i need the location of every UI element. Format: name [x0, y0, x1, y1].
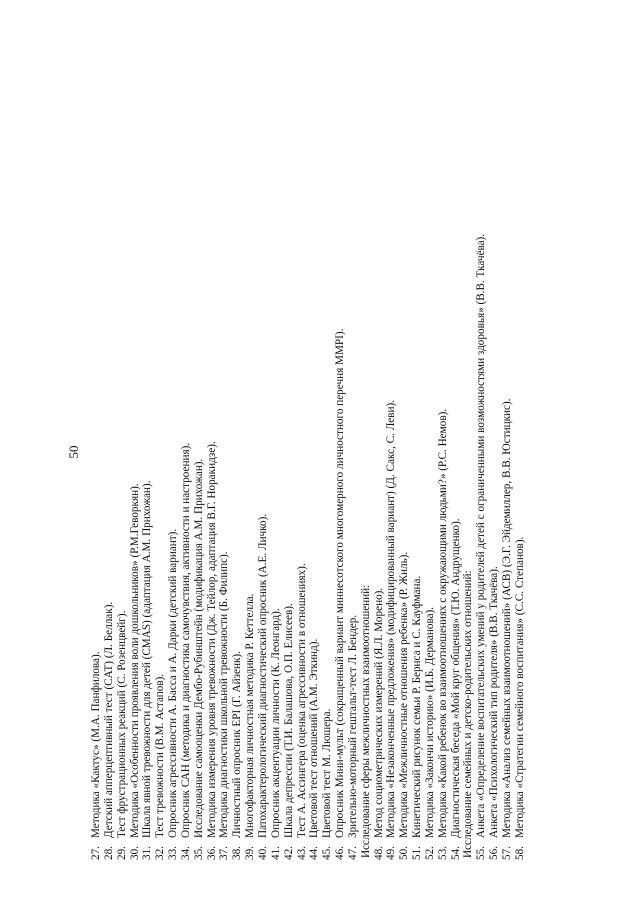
item-number: 44.	[308, 846, 321, 860]
item-text: Личностный опросник EPI (Г. Айзенк).	[231, 651, 244, 838]
item-number: 47.	[346, 846, 359, 860]
item-text: Диагностическая беседа «Мой круг общения» (Т.Ю. Андрущенко).	[449, 518, 462, 838]
list-item	[334, 30, 347, 860]
item-text: Шкала депрессии (Т.И. Балашова, О.П. Елисеев).	[282, 603, 295, 838]
item-number: 57.	[501, 846, 513, 860]
list-item	[373, 30, 386, 860]
item-text: Исследование самооценки Дембо-Рубинштейн (модификация А.М. Прихожан).	[192, 458, 205, 838]
list-item	[501, 30, 514, 860]
list-item	[514, 30, 527, 860]
list-item	[103, 30, 116, 860]
list-item	[257, 30, 270, 860]
list-item	[90, 30, 103, 860]
list-item	[270, 30, 283, 860]
item-number: 39.	[244, 846, 257, 860]
item-number: 27.	[90, 846, 102, 860]
list-item	[141, 30, 154, 860]
item-number: 38.	[231, 846, 244, 860]
item-text: Методика «Закончи историю» (И.Б. Дерманова).	[423, 606, 436, 838]
item-text: Тест тревожности (В.М. Астапов).	[154, 673, 167, 838]
list-item	[475, 30, 488, 860]
item-text: Цветовой тест М. Люшера.	[321, 708, 334, 838]
item-text: Детский апперцептивный тест (CAT) (Л. Беллак).	[102, 601, 115, 838]
item-text: Опросник САН (методика и диагностика самочувствия, активности и настроения).	[179, 442, 192, 838]
list-item	[450, 30, 463, 860]
item-text: Метод социометрических измерений (Я.Л. Морено).	[372, 587, 385, 838]
item-number: 41.	[269, 846, 282, 860]
item-number: 49.	[385, 846, 398, 860]
item-number: 46.	[334, 846, 347, 860]
item-number: 32.	[154, 846, 167, 860]
item-text: Опросник агрессивности А. Басса и А. Дарки (детский вариант).	[167, 528, 180, 838]
item-text: Методика «Особенности проявления воли дошкольников» (Р.М.Геворкян).	[128, 483, 141, 838]
list-item	[424, 30, 437, 860]
item-text: Методика «Кактус» (М.А. Панфилова).	[90, 651, 102, 838]
item-number: 33.	[167, 846, 180, 860]
item-text: Патохарактерологический диагностический опросник (А.Е. Личко).	[256, 513, 269, 838]
page-number: 50	[66, 445, 81, 459]
item-text: Методика диагностики школьной тревожности (Б. Филипс).	[218, 551, 231, 838]
list-item	[244, 30, 257, 860]
list-item	[385, 30, 398, 860]
item-text: Методика «Незаконченные предложения» (модифицированный вариант) (Д. Сакс, С. Леви).	[385, 400, 398, 838]
list-item	[488, 30, 501, 860]
item-number: 37.	[218, 846, 231, 860]
item-text: Тест фрустрационных реакций (С. Розенцвейг).	[115, 610, 128, 838]
item-number: 50.	[398, 846, 411, 860]
item-text: Опросник акцентуации личности (К. Леонгард).	[269, 608, 282, 838]
item-text: Зрительно-моторный гештальт-тест Л. Бендер.	[346, 614, 359, 838]
item-number: 30.	[128, 846, 141, 860]
list-item	[129, 30, 142, 860]
item-text: Тест А. Ассингера (оценка агрессивности в отношениях).	[295, 563, 308, 838]
list-item	[437, 30, 450, 860]
list-item	[154, 30, 167, 860]
list-item	[231, 30, 244, 860]
item-text: Методика «Межличностные отношения ребенка» (Р. Жиль).	[398, 551, 411, 838]
item-text: Методика измерения уровня тревожности (Дж. Тейлор, адаптация В.Г. Норакидзе).	[205, 441, 218, 838]
section-heading-family: Исследование семейных и детско-родительских отношений:	[462, 570, 475, 858]
item-number: 48.	[372, 846, 385, 860]
item-number: 55.	[475, 846, 488, 860]
item-number: 51.	[411, 846, 424, 860]
list-item	[167, 30, 180, 860]
item-number: 28.	[102, 846, 115, 860]
list-item	[398, 30, 411, 860]
item-text: Шкала явной тревожности для детей (CMAS) (адаптация А.М. Прихожан).	[141, 480, 154, 838]
item-number: 31.	[141, 846, 154, 860]
list-item	[296, 30, 309, 860]
item-number: 36.	[205, 846, 218, 860]
item-text: Методика «Анализ семейных взаимоотношений» (АСВ) (Э.Г. Эйдемиллер, В.В. Юстицкис).	[501, 398, 513, 838]
item-number: 40.	[256, 846, 269, 860]
rotated-content	[60, 22, 580, 882]
item-number: 42.	[282, 846, 295, 860]
item-text: Кинетический рисунок семьи Р. Бернса и С. Кауфмана.	[411, 575, 424, 838]
list-item	[321, 30, 334, 860]
item-number: 58.	[513, 846, 526, 860]
item-number: 45.	[321, 846, 334, 860]
item-number: 43.	[295, 846, 308, 860]
list-item	[218, 30, 231, 860]
item-text: Цветовой тест отношений (А.М. Эткинд).	[308, 638, 321, 838]
list-item	[206, 30, 219, 860]
list-item	[193, 30, 206, 860]
list-item	[411, 30, 424, 860]
section-heading-interpersonal: Исследование сферы межличностных взаимоотношений:	[359, 584, 372, 858]
item-number: 29.	[115, 846, 128, 860]
item-number: 52.	[423, 846, 436, 860]
item-number: 54.	[449, 846, 462, 860]
list-item	[283, 30, 296, 860]
item-number: 56.	[488, 846, 501, 860]
list-item	[308, 30, 321, 860]
item-number: 35.	[192, 846, 205, 860]
item-text: Многофакторная личностная методика Р. Кеттелла.	[244, 593, 257, 838]
list-item	[347, 30, 360, 860]
methods-list	[90, 30, 527, 860]
item-number: 34.	[179, 846, 192, 860]
list-item	[116, 30, 129, 860]
item-text: Методика «Стратегии семейного воспитания» (С.С. Степанов).	[513, 536, 526, 838]
item-text: Методика «Какой ребенок во взаимоотношениях с окружающими людьми?» (Р.С. Немов).	[436, 408, 449, 838]
list-item	[180, 30, 193, 860]
item-text: Опросник Мини-мульт (сокращенный вариант миннесотского многомерного личностного перечня MMPI).	[334, 328, 347, 838]
item-text: Анкета «Определение воспитательских умений у родителей детей с ограниченными возможностями здоровья» (В.В. Ткачёва).	[475, 233, 488, 838]
item-text: Анкета «Психологический тип родителя» (В.В. Ткачёва).	[488, 566, 501, 838]
item-number: 53.	[436, 846, 449, 860]
